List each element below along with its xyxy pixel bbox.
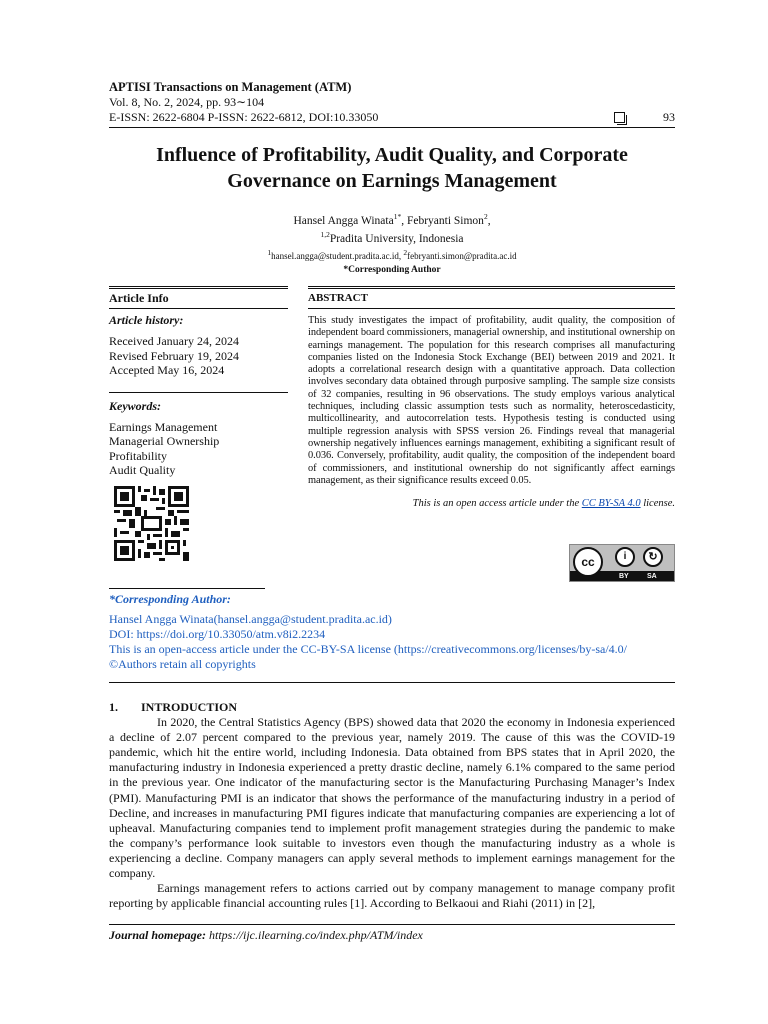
corr-heading: *Corresponding Author:	[109, 592, 231, 606]
corresponding-author-block	[109, 588, 675, 672]
paragraph-2: Earnings management refers to actions carried out by company management to manage company profit reporting by applicable financial accounting rules [1]. According to Belkaoui and Riahi (2011) in [2],	[109, 881, 675, 911]
square-icon	[614, 112, 625, 123]
corr-rule	[109, 588, 265, 589]
revised-date: Revised February 19, 2024	[109, 348, 239, 363]
article-info-column	[109, 286, 288, 478]
page	[109, 80, 675, 942]
corr-copyright: ©Authors retain all copyrights	[109, 657, 256, 671]
header-rule	[109, 127, 675, 128]
accepted-date: Accepted May 16, 2024	[109, 363, 225, 377]
page-marker	[614, 110, 675, 125]
author-names	[109, 210, 675, 228]
keyword-item: Audit Quality	[109, 463, 176, 477]
journal-name: APTISI Transactions on Management (ATM)	[109, 80, 352, 94]
journal-homepage	[109, 928, 675, 943]
author-block	[109, 210, 675, 277]
email-sup-2: 2	[403, 247, 408, 257]
info-rule	[109, 308, 288, 309]
author-1-sup: 1*	[393, 212, 402, 221]
affil-text: Pradita University, Indonesia	[329, 232, 464, 245]
introduction-section	[109, 700, 675, 911]
section-number: 1.	[109, 700, 118, 714]
corr-doi[interactable]: DOI: https://doi.org/10.33050/atm.v8i2.2234	[109, 627, 326, 641]
license-line	[308, 498, 675, 509]
homepage-label: Journal homepage:	[109, 928, 207, 942]
abstract-heading: ABSTRACT	[308, 292, 368, 304]
cc-by-sa-badge[interactable]	[569, 544, 675, 582]
title-line-1: Influence of Profitability, Audit Quality, and Corporate	[156, 144, 628, 166]
keyword-list	[109, 420, 288, 478]
author-1: Hansel Angga Winata	[293, 214, 394, 227]
license-suffix: license.	[640, 498, 675, 510]
journal-footer	[109, 924, 675, 943]
license-prefix: This is an open access article under the	[412, 498, 582, 510]
article-info-heading: Article Info	[109, 291, 169, 305]
email-2: febryanti.simon@pradita.ac.id	[407, 250, 517, 261]
received-date: Received January 24, 2024	[109, 334, 239, 348]
keyword-item: Managerial Ownership	[109, 434, 220, 448]
homepage-url[interactable]: https://ijc.ilearning.co/index.php/ATM/index	[206, 928, 423, 942]
paragraph-1: In 2020, the Central Statistics Agency (BPS) showed data that 2020 the economy in Indonesia experienced a decline of 2.07 percent compared to the previous year, namely 2019. The cause of this was the COVID-19 pandemic, which hit the entire world, including Indonesia. Data obtained from BPS states that in April 2020, the manufacturing industry in Indonesia experienced a pretty drastic decline, namely 6.1% compared to the same period in the previous year. One indicator of the manufacturing sector is the Manufacturing Purchasing Manager’s Index (PMI). Manufacturing PMI is an indicator that shows the performance of the manufacturing industry in a period of Decline, and increases in manufacturing PMI figures indicate that manufacturing companies are experiencing a lot of upheaval. Manufacturing companies tend to implement profit management strategies during the pandemic to make the company’s performance look suitable to investors even though the manufacturing industry as a whole is experiencing a decline. Company managers can apply several methods to implement earnings management for the company.	[109, 715, 675, 881]
by-icon: i	[615, 547, 635, 567]
footer-rule	[109, 924, 675, 925]
abstract-rule	[308, 308, 675, 309]
affil-sup: 1,2	[320, 229, 330, 239]
keyword-item: Profitability	[109, 448, 167, 463]
author-2: , Febryanti Simon	[401, 214, 484, 227]
section-heading	[109, 700, 675, 715]
cc-sa-label: SA	[647, 573, 657, 580]
volume-info: Vol. 8, No. 2, 2024, pp. 93∼104	[109, 95, 265, 109]
qr-code-icon	[113, 486, 190, 561]
running-header	[109, 80, 675, 125]
author-emails	[109, 246, 675, 263]
section-rule	[109, 682, 675, 683]
license-link[interactable]: CC BY-SA 4.0	[581, 498, 641, 510]
cc-by-label: BY	[619, 573, 629, 580]
author-2-sup: 2	[483, 212, 488, 221]
affiliation	[109, 228, 675, 246]
email-1: hansel.angga@student.pradita.ac.id,	[271, 250, 404, 261]
page-number: 93	[663, 110, 675, 124]
author-tail: ,	[487, 214, 491, 227]
keywords-heading: Keywords:	[109, 398, 161, 413]
abstract-column	[308, 286, 675, 580]
title-line-2: Governance on Earnings Management	[227, 170, 557, 192]
corresponding-note: *Corresponding Author	[343, 264, 441, 275]
corr-license[interactable]: This is an open-access article under the CC-BY-SA license (https://creativecommons.org/licenses/by-sa/4.0/	[109, 642, 627, 656]
sa-icon: ↻	[643, 547, 663, 567]
keywords-rule	[109, 392, 288, 393]
paper-title	[109, 142, 675, 194]
abstract-text: This study investigates the impact of profitability, audit quality, the composition of independent board commissioners, managerial ownership, and institutional ownership on earnings management. The population for this research comprises all manufacturing companies listed on the Indonesia Stock Exchange (BEI) between 2019 and 2021. It adopts a correlational research design with a quantitative approach. Data collection involves secondary data obtained through purposive sampling. The sample size consists of 32 companies, resulting in 96 observations. The study employs various analytical techniques, including classic assumption tests such as normality, heteroscedasticity, multicollinearity, and autocorrelation tests. Hypothesis testing is conducted using multiple regression analysis with SPSS version 26. Findings reveal that managerial ownership negatively influences earnings management, exhibiting a significant result of 0.036. Conversely, profitability, audit quality, the composition of the independent board of commissioners, and institutional ownership do not significantly affect earnings management, as their significance results exceed 0.05.	[308, 315, 675, 486]
issn-row	[109, 110, 675, 125]
cc-icon	[573, 547, 603, 577]
corr-lines	[109, 612, 675, 672]
corr-email[interactable]: Hansel Angga Winata(hansel.angga@student.pradita.ac.id)	[109, 612, 392, 626]
section-title: INTRODUCTION	[141, 700, 238, 714]
issn-info: E-ISSN: 2622-6804 P-ISSN: 2622-6812, DOI:10.33050	[109, 110, 379, 124]
email-sup-1: 1	[267, 247, 272, 257]
cc-mark: cc	[581, 555, 595, 569]
history-heading: Article history:	[109, 313, 184, 327]
dates	[109, 334, 288, 378]
keyword-item: Earnings Management	[109, 419, 218, 434]
